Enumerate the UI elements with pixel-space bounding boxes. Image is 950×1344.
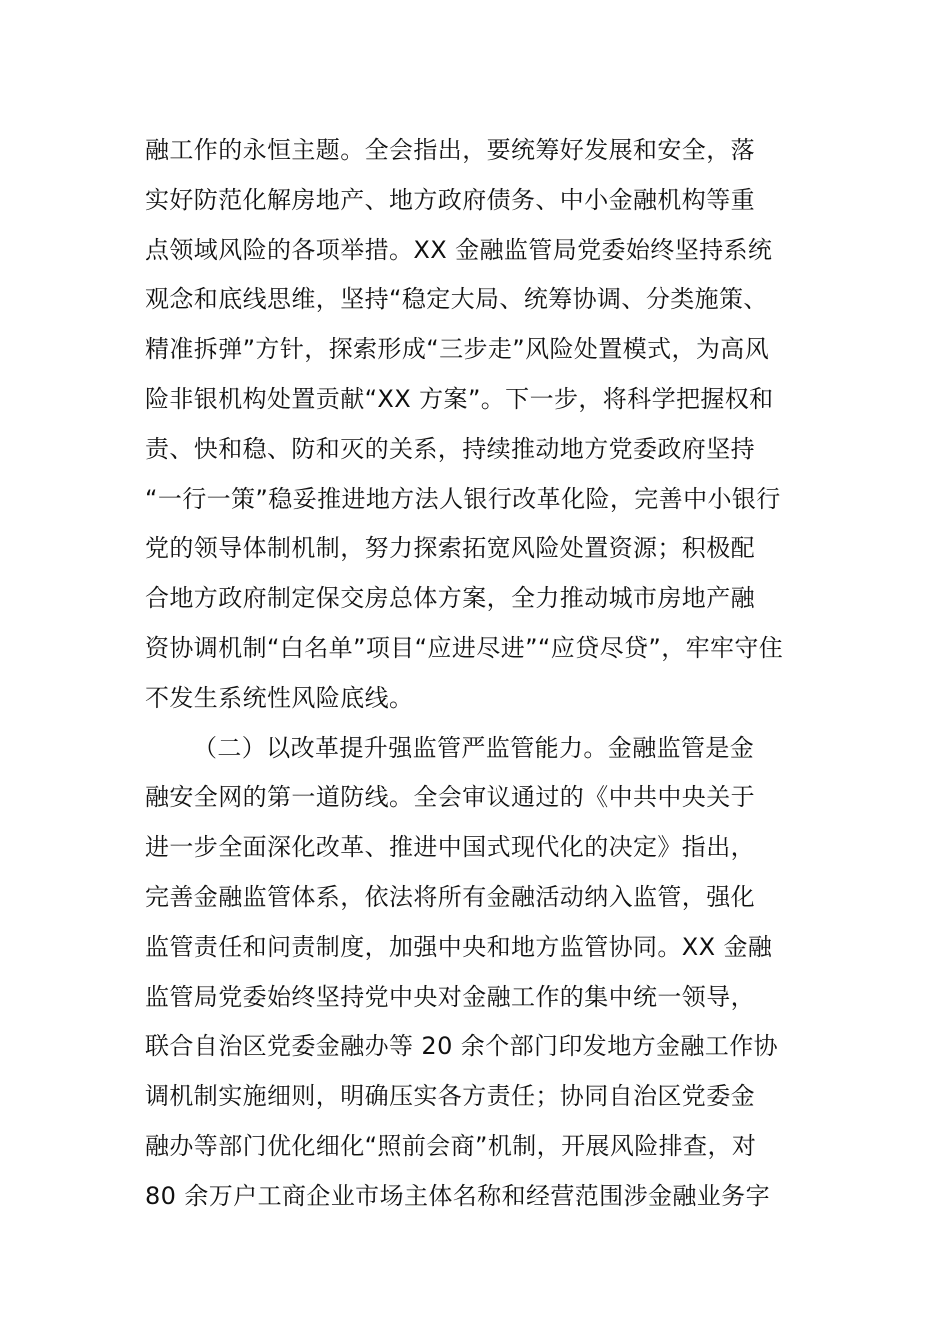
text-line-9: 党的领导体制机制，努力探索拓宽风险处置资源；积极配 <box>145 534 755 563</box>
text-line-12: 不发生系统性风险底线。 <box>145 683 414 712</box>
text-line-14: 融安全网的第一道防线。全会审议通过的《中共中央关于 <box>145 783 755 812</box>
text-line-5: 精准拆弹”方针，探索形成“三步走”风险处置模式，为高风 <box>145 335 770 364</box>
text-line-1: 融工作的永恒主题。全会指出，要统筹好发展和安全，落 <box>145 136 755 164</box>
text-line-2: 实好防范化解房地产、地方政府债务、中小金融机构等重 <box>145 185 755 214</box>
document-body <box>145 126 825 1222</box>
text-line-15: 进一步全面深化改革、推进中国式现代化的决定》指出， <box>145 833 755 862</box>
text-line-16: 完善金融监管体系，依法将所有金融活动纳入监管，强化 <box>145 882 755 911</box>
text-line-17: 监管责任和问责制度，加强中央和地方监管协同。XX 金融 <box>145 932 773 961</box>
text-line-11: 资协调机制“白名单”项目“应进尽进”“应贷尽贷”，牢牢守住 <box>145 633 784 662</box>
text-line-3: 点领域风险的各项举措。XX 金融监管局党委始终坚持系统 <box>145 235 773 264</box>
text-line-20: 调机制实施细则，明确压实各方责任；协同自治区党委金 <box>145 1082 755 1111</box>
text-line-8: “一行一策”稳妥推进地方法人银行改革化险，完善中小银行 <box>145 484 781 513</box>
text-line-4: 观念和底线思维，坚持“稳定大局、统筹协调、分类施策、 <box>145 285 768 314</box>
section-heading-line: （二）以改革提升强监管严监管能力。金融监管是金 <box>193 733 755 762</box>
text-line-6: 险非银机构处置贡献“XX 方案”。下一步，将科学把握权和 <box>145 384 774 413</box>
text-line-18: 监管局党委始终坚持党中央对金融工作的集中统一领导， <box>145 982 755 1011</box>
text-line-7: 责、快和稳、防和灭的关系，持续推动地方党委政府坚持 <box>145 434 755 463</box>
text-line-22: 80 余万户工商企业市场主体名称和经营范围涉金融业务字 <box>145 1181 770 1210</box>
text-line-19: 联合自治区党委金融办等 20 余个部门印发地方金融工作协 <box>145 1032 778 1061</box>
text-line-21: 融办等部门优化细化“照前会商”机制，开展风险排查，对 <box>145 1131 757 1160</box>
text-line-10: 合地方政府制定保交房总体方案，全力推动城市房地产融 <box>145 584 755 613</box>
